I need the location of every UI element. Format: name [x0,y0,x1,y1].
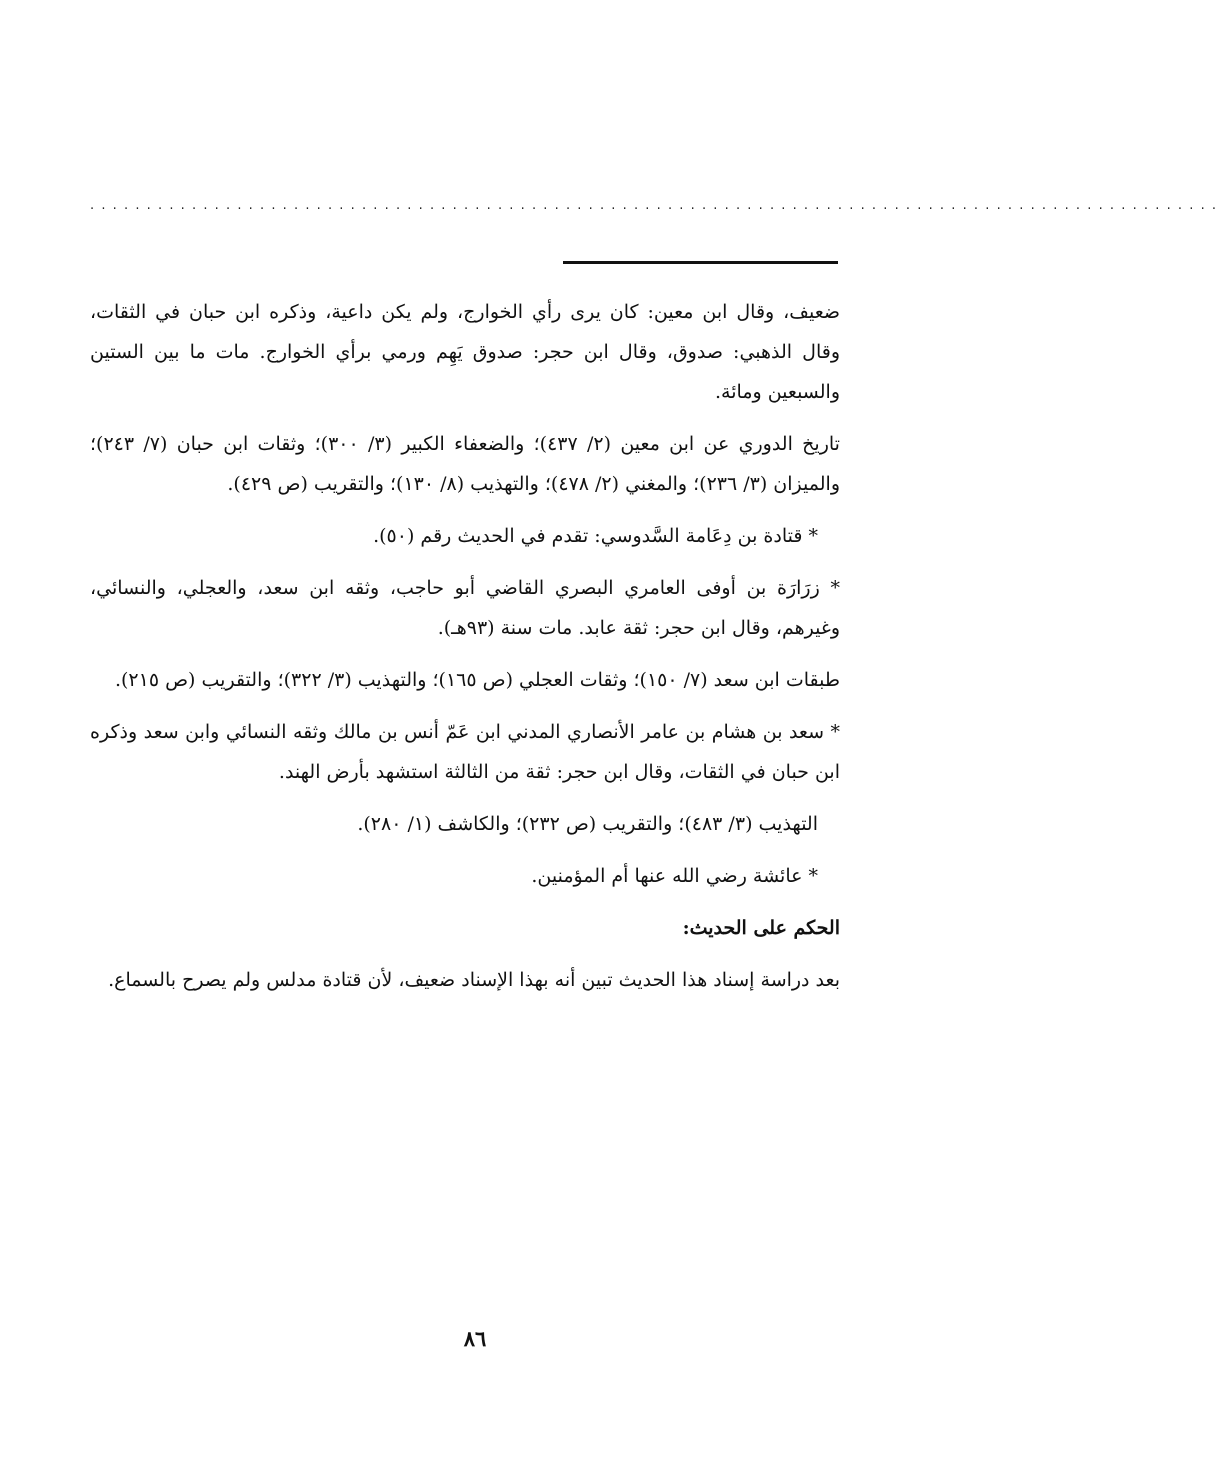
page-body [90,292,840,1012]
paragraph-zurara: * زرَارَة بن أوفى العامري البصري القاضي أبو حاجب، وثقه ابن سعد، والعجلي، والنسائي، وغيرهم، وقال ابن حجر: ثقة عابد. مات سنة (٩٣هـ). [90,577,840,639]
paragraph-qatada: * قتادة بن دِعَامة السَّدوسي: تقدم في الحديث رقم (٥٠). [373,525,818,547]
paragraph-aisha: * عائشة رضي الله عنها أم المؤمنين. [531,865,818,887]
paragraph-saad: * سعد بن هشام بن عامر الأنصاري المدني ابن عَمّ أنس بن مالك وثقه النسائي وابن سعد وذكره ابن حبان في الثقات، وقال ابن حجر: ثقة من الثالثة استشهد بأرض الهند. [90,721,840,783]
dotted-separator: .................................................................................................... [90,198,1223,213]
paragraph-zurara-sources: طبقات ابن سعد (٧/ ١٥٠)؛ وثقات العجلي (ص ١٦٥)؛ والتهذيب (٣/ ٣٢٢)؛ والتقريب (ص ٢١٥). [114,669,840,691]
paragraph-narrator-grading: ضعيف، وقال ابن معين: كان يرى رأي الخوارج، ولم يكن داعية، وذكره ابن حبان في الثقات، وقال الذهبي: صدوق، وقال ابن حجر: صدوق يَهِم ورمي برأي الخوارج. مات ما بين الستين والسبعين ومائة. [90,301,840,403]
paragraph-ruling: بعد دراسة إسناد هذا الحديث تبين أنه بهذا الإسناد ضعيف، لأن قتادة مدلس ولم يصرح بالسماع. [108,969,840,991]
footnote-rule [563,261,838,264]
section-heading-hadith-ruling: الحكم على الحديث: [682,917,840,939]
page-number: ٨٦ [463,1326,487,1351]
paragraph-sources: تاريخ الدوري عن ابن معين (٢/ ٤٣٧)؛ والضعفاء الكبير (٣/ ٣٠٠)؛ وثقات ابن حبان (٧/ ٢٤٣)؛ والميزان (٣/ ٢٣٦)؛ والمغني (٢/ ٤٧٨)؛ والتهذيب (٨/ ١٣٠)؛ والتقريب (ص ٤٢٩). [90,433,840,495]
paragraph-saad-sources: التهذيب (٣/ ٤٨٣)؛ والتقريب (ص ٢٣٢)؛ والكاشف (١/ ٢٨٠). [357,813,818,835]
